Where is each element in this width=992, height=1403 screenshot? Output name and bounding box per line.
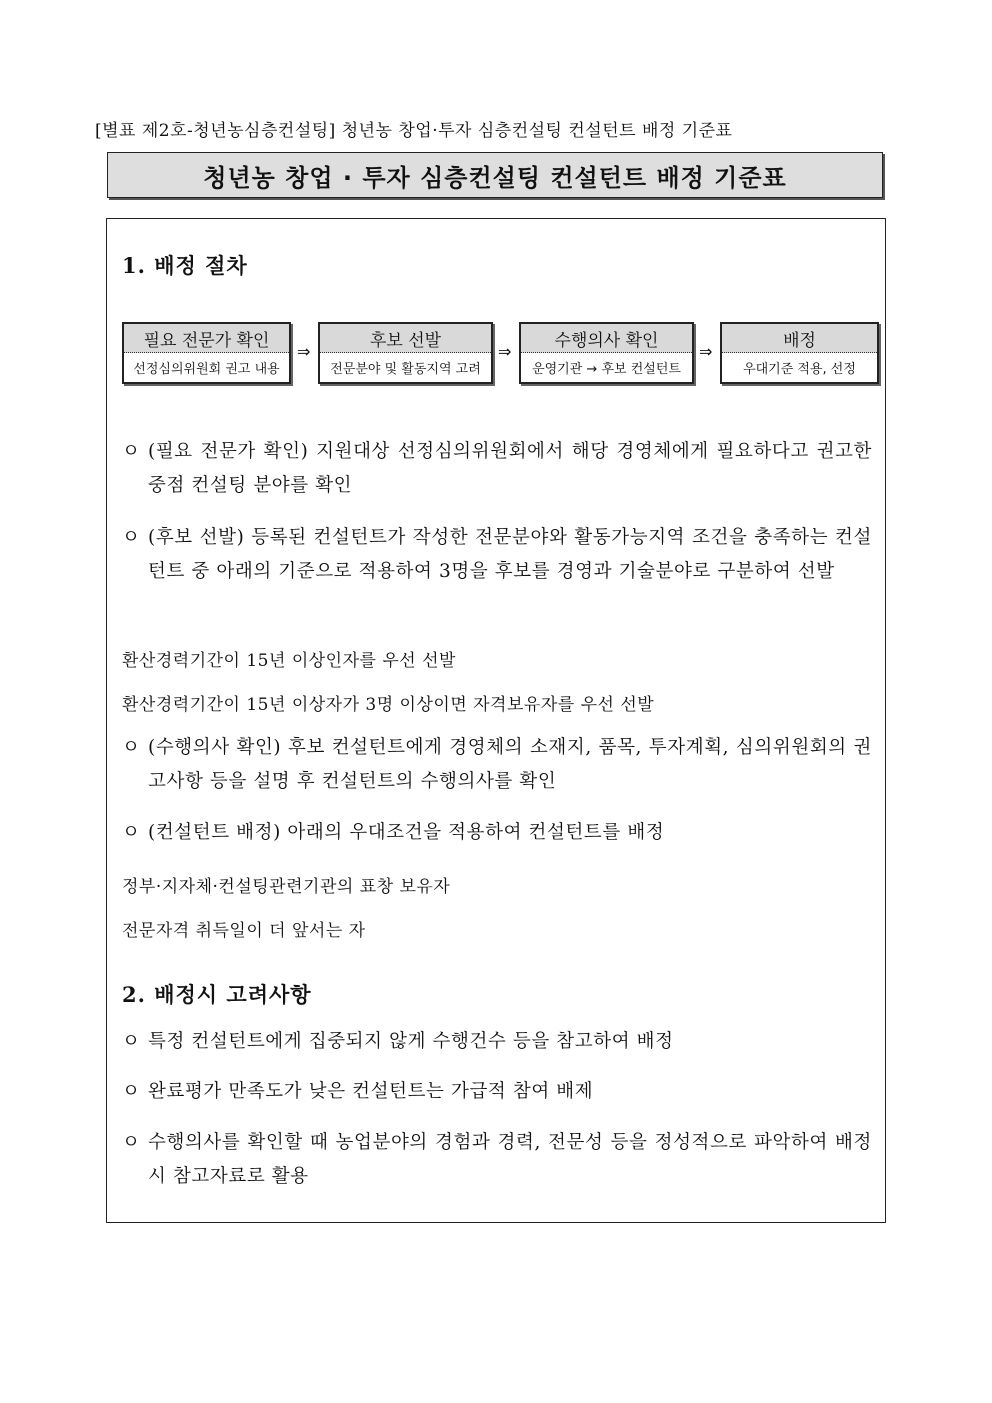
flow-arrow-icon: ⇒	[297, 342, 311, 361]
flow-step-title: 배정	[722, 324, 877, 353]
section2-heading: 2. 배정시 고려사항	[122, 982, 312, 1007]
bullet-text: 특정 컨설턴트에게 집중되지 않게 수행건수 등을 참고하여 배정	[148, 1031, 674, 1052]
bullet-text: 수행의사를 확인할 때 농업분야의 경험과 경력, 전문성 등을 정성적으로 파악하여 배정 시 참고자료로 활용	[148, 1132, 872, 1187]
flow-step-1	[122, 322, 291, 384]
flow-step-desc: 선정심의위원회 권고 내용	[133, 362, 280, 377]
flow-step-desc: 우대기준 적용, 선정	[743, 362, 856, 377]
bullet-text: (수행의사 확인) 후보 컨설턴트에게 경영체의 소재지, 품목, 투자계획, 심의위원회의 권고사항 등을 설명 후 컨설턴트의 수행의사를 확인	[148, 737, 872, 792]
bullet-item	[122, 1075, 872, 1109]
flow-step-title: 필요 전문가 확인	[124, 324, 289, 353]
criteria-line: 환산경력기간이 15년 이상자가 3명 이상이면 자격보유자를 우선 선발	[122, 695, 655, 715]
bullet-item	[122, 435, 872, 503]
bullet-item	[122, 521, 872, 589]
reference-label: [별표 제2호-청년농심층컨설팅] 청년농 창업·투자 심층컨설팅 컨설턴트 배정 기준표	[95, 121, 733, 141]
bullet-mark: ㅇ	[122, 1031, 140, 1052]
flow-step-4	[720, 322, 879, 384]
bullet-item	[122, 731, 872, 799]
criteria-line: 환산경력기간이 15년 이상인자를 우선 선발	[122, 651, 456, 671]
flow-step-title: 후보 선발	[320, 324, 491, 353]
document-title: 청년농 창업 · 투자 심층컨설팅 컨설턴트 배정 기준표	[203, 163, 787, 192]
bullet-text: (필요 전문가 확인) 지원대상 선정심의위원회에서 해당 경영체에게 필요하다고 권고한 중점 컨설팅 분야를 확인	[148, 441, 872, 496]
flow-step-2	[318, 322, 493, 384]
flow-arrow-icon: ⇒	[498, 342, 512, 361]
bullet-mark: ㅇ	[122, 737, 140, 758]
bullet-item	[122, 1025, 872, 1059]
section1-heading: 1. 배정 절차	[122, 253, 248, 278]
criteria-line: 정부·지자체·컨설팅관련기관의 표창 보유자	[122, 877, 451, 897]
bullet-text: 완료평가 만족도가 낮은 컨설턴트는 가급적 참여 배제	[148, 1081, 594, 1102]
bullet-item	[122, 1126, 872, 1194]
bullet-mark: ㅇ	[122, 1081, 140, 1102]
bullet-mark: ㅇ	[122, 1132, 140, 1153]
document-title-box	[107, 152, 883, 198]
flow-step-3	[519, 322, 694, 384]
bullet-mark: ㅇ	[122, 441, 140, 462]
criteria-line: 전문자격 취득일이 더 앞서는 자	[122, 921, 366, 941]
bullet-item	[122, 816, 872, 850]
bullet-mark: ㅇ	[122, 822, 140, 843]
flow-step-desc: 전문분야 및 활동지역 고려	[330, 362, 481, 377]
flow-arrow-icon: ⇒	[699, 342, 713, 361]
bullet-text: (후보 선발) 등록된 컨설턴트가 작성한 전문분야와 활동가능지역 조건을 충족하는 컨설턴트 중 아래의 기준으로 적용하여 3명을 후보를 경영과 기술분야로 구분하여 선발	[148, 527, 872, 582]
flow-step-title: 수행의사 확인	[521, 324, 692, 353]
bullet-text: (컨설턴트 배정) 아래의 우대조건을 적용하여 컨설턴트를 배정	[148, 822, 665, 843]
bullet-mark: ㅇ	[122, 527, 140, 548]
flow-step-desc: 운영기관 → 후보 컨설턴트	[532, 362, 681, 377]
